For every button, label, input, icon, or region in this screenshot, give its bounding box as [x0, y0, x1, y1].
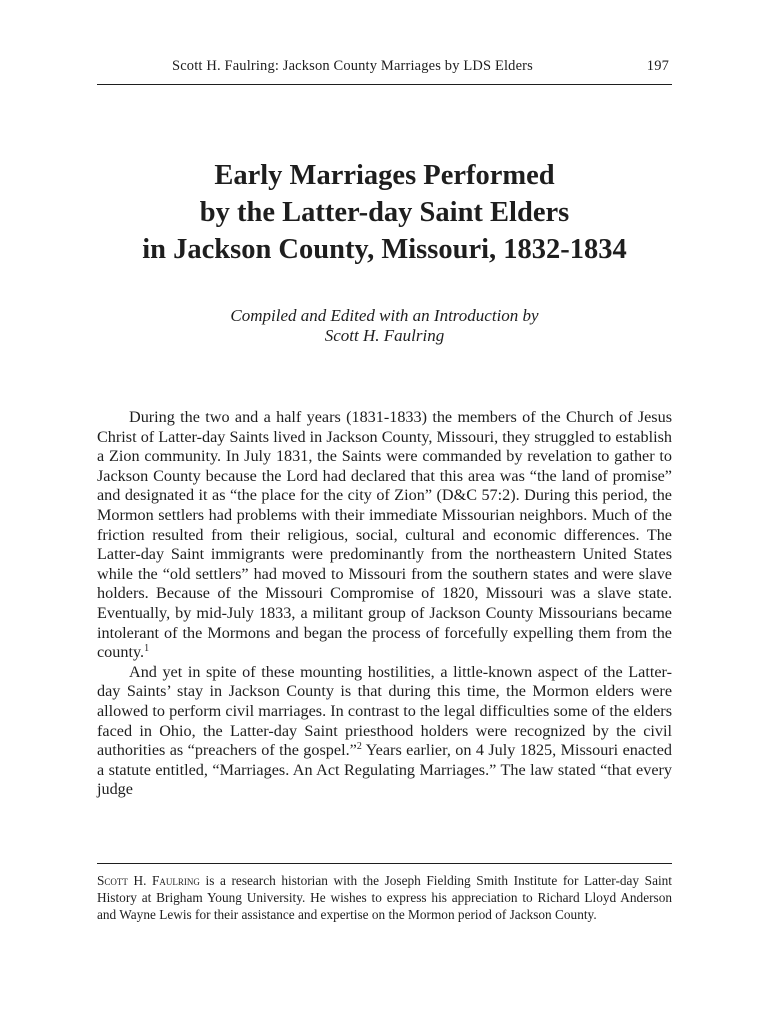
footnote-author: Scott H. Faulring: [97, 873, 200, 888]
body-paragraph-2: [97, 663, 672, 800]
header-rule: [97, 84, 672, 85]
byline-credit: Compiled and Edited with an Introduction by: [230, 306, 539, 325]
page-number: 197: [646, 58, 669, 74]
footnote-ref-1: 1: [144, 643, 150, 655]
running-head-title: Scott H. Faulring: Jackson County Marriages by LDS Elders: [172, 58, 533, 74]
running-head: [97, 58, 672, 80]
author-footnote: [97, 872, 672, 924]
byline: [97, 306, 672, 346]
title-line-3: in Jackson County, Missouri, 1832-1834: [142, 234, 627, 265]
byline-author: Scott H. Faulring: [324, 326, 445, 345]
article-body: [97, 408, 672, 800]
footnote-text: is a research historian with the Joseph Fielding Smith Institute for Latter-day Saint History at Brigham Young University. He wishes to express his appreciation to Richard Lloyd Anderson and Wayne Lewis for their assistance and expertise on the Mormon period of Jackson County.: [97, 873, 673, 923]
footnote-rule: [97, 863, 672, 864]
body-paragraph-1: [97, 408, 672, 663]
paragraph-2-text-b: Years earlier, on 4 July 1825, Missouri enacted a statute entitled, “Marriages. An Act Regulating Marriages.” The law stated “that every judge: [97, 741, 673, 799]
article-title: [97, 157, 672, 268]
title-line-1: Early Marriages Performed: [214, 160, 555, 191]
paragraph-2-text-a: And yet in spite of these mounting hostilities, a little-known aspect of the Latter-day Saints’ stay in Jackson County is that during this time, the Mormon elders were allowed to perform civil marriages. In contrast to the legal difficulties some of the elders faced in Ohio, the Latter-day Saint priesthood holders were recognized by the civil authorities as “preachers of the gospel.”: [97, 662, 672, 760]
footnote-ref-2: 2: [356, 741, 362, 753]
paragraph-1-text: During the two and a half years (1831-1833) the members of the Church of Jesus Christ of Latter-day Saints lived in Jackson County, Missouri, they struggled to establish a Zion community. In July 1831, the Saints were commanded by revelation to gather to Jackson County because the Lord had declared that this area was “the land of promise” and designated it as “the place for the city of Zion” (D&C 57:2). During this period, the Mormon settlers had problems with their immediate Missourian neighbors. Much of the friction resulted from their religious, social, cultural and economic differences. The Latter-day Saint immigrants were predominantly from the northeastern United States while the “old settlers” had moved to Missouri from the southern states and were slave holders. Because of the Missouri Compromise of 1820, Missouri was a slave state. Eventually, by mid-July 1833, a militant group of Jackson County Missourians became intolerant of the Mormons and began the process of forcefully expelling them from the county.: [97, 408, 672, 662]
title-line-2: by the Latter-day Saint Elders: [199, 197, 570, 228]
